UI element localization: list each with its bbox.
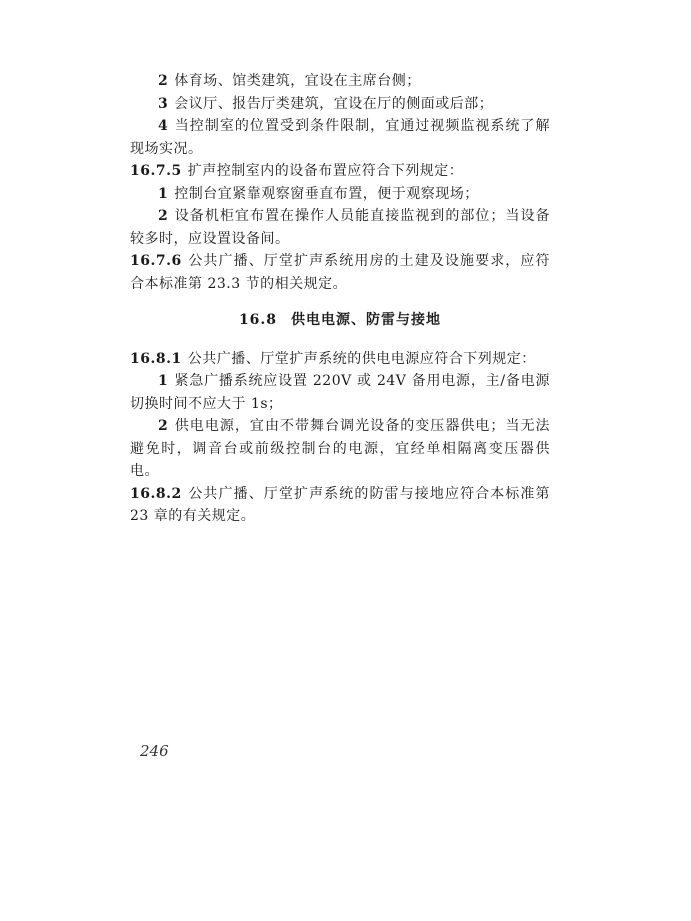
clause-16-7-6: [130, 250, 550, 295]
clause-text: 公共广播、厅堂扩声系统用房的土建及设施要求，应符合本标准第 23.3 节的相关规定。: [130, 253, 550, 292]
clause-16-7-5: [130, 160, 550, 183]
item-number: 2: [158, 418, 169, 434]
section-title: 供电电源、防雷与接地: [291, 312, 442, 328]
item-text: 会议厅、报告厅类建筑，宜设在厅的侧面或后部；: [174, 95, 494, 112]
clause-number: 16.8.1: [130, 350, 182, 367]
item-number: 1: [158, 373, 169, 389]
item-text: 控制台宜紧靠观察窗垂直布置，便于观察现场；: [174, 185, 479, 202]
item-text: 设备机柜宜布置在操作人员能直接监视到的部位；当设备较多时，应设置设备间。: [130, 208, 550, 247]
clause-number: 16.7.6: [130, 253, 182, 269]
section-number: 16.8: [238, 312, 278, 328]
clause-16-8-2: [130, 483, 550, 528]
item-1b: [130, 370, 550, 415]
item-4: [130, 115, 550, 160]
item-text: 供电电源，宜由不带舞台调光设备的变压器供电；当无法避免时，调音台或前级控制台的电源，宜经单相隔离变压器供电。: [130, 418, 550, 479]
item-number: 1: [158, 185, 169, 202]
item-number: 2: [158, 208, 169, 224]
item-1: [130, 183, 550, 206]
clause-number: 16.7.5: [130, 163, 182, 179]
clause-number: 16.8.2: [130, 485, 182, 502]
item-2c: [130, 415, 550, 483]
item-text: 当控制室的位置受到条件限制，宜通过视频监视系统了解现场实况。: [130, 118, 550, 157]
item-2b: [130, 205, 550, 250]
document-body: [130, 70, 550, 528]
item-text: 体育场、馆类建筑，宜设在主席台侧；: [174, 73, 421, 89]
clause-text: 公共广播、厅堂扩声系统的供电电源应符合下列规定：: [187, 350, 536, 367]
clause-text: 扩声控制室内的设备布置应符合下列规定：: [187, 163, 464, 179]
clause-16-8-1: [130, 348, 550, 371]
item-number: 3: [158, 95, 169, 112]
item-number: 2: [158, 73, 169, 89]
section-heading: [130, 309, 550, 332]
item-number: 4: [158, 118, 169, 134]
item-3: [130, 93, 550, 116]
clause-text: 公共广播、厅堂扩声系统的防雷与接地应符合本标准第 23 章的有关规定。: [130, 485, 550, 524]
item-text: 紧急广播系统应设置 220V 或 24V 备用电源，主/备电源切换时间不应大于 1s；: [130, 373, 550, 412]
page-number: 246: [140, 742, 169, 760]
item-2: [130, 70, 550, 93]
